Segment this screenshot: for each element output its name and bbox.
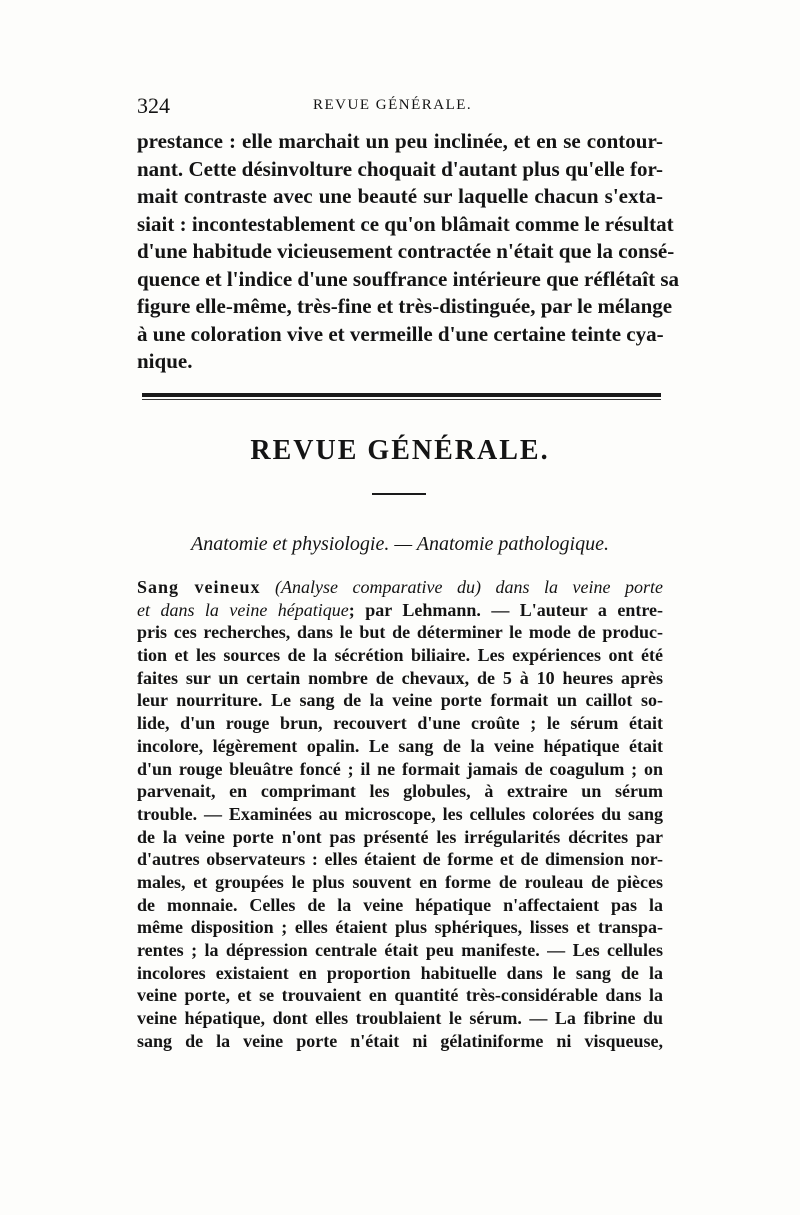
article-second-line [137, 599, 663, 622]
section-divider-thin [142, 399, 661, 400]
text-line: d'autres observateurs : elles étaient de forme et de dimension nor- [137, 849, 663, 870]
text-line: nique. [137, 349, 193, 373]
section-subtitle: Anatomie et physiologie. — Anatomie pathologique. [191, 533, 609, 555]
article-first-line [137, 576, 663, 599]
text-line: faites sur un certain nombre de chevaux, de 5 à 10 heures après [137, 667, 663, 688]
title-underline [372, 493, 426, 495]
text-line: lide, d'un rouge brun, recouvert d'une croûte ; le sérum était [137, 713, 663, 734]
article-author: ; par Lehmann. — L'auteur a entre- [348, 599, 663, 620]
page-number: 324 [137, 93, 170, 118]
text-line: leur nourriture. Le sang de la veine porte formait un caillot so- [137, 690, 663, 711]
text-line: siait : incontestablement ce qu'on blâmait comme le résultat [137, 211, 674, 236]
text-line: d'un rouge bleuâtre foncé ; il ne formait jamais de coagulum ; on [137, 758, 663, 779]
text-line: d'une habitude vicieusement contractée n'était que la consé- [137, 239, 675, 263]
text-line: incolore, légèrement opalin. Le sang de la veine hépatique était [137, 735, 663, 756]
text-line: veine porte, et se trouvaient en quantité très-considérable dans la [137, 985, 663, 1006]
article-title-italic-cont: et dans la veine hépatique [137, 599, 349, 620]
running-title: REVUE GÉNÉRALE. [313, 97, 473, 113]
text-line: quence et l'indice d'une souffrance intérieure que réflétaît sa [137, 266, 680, 291]
text-line: prestance : elle marchait un peu inclinée, et en se contour- [137, 129, 663, 153]
article-lead-word: Sang veineux [137, 577, 261, 597]
text-line: rentes ; la dépression centrale était peu manifeste. — Les cellules [137, 940, 663, 960]
article-title-italic: (Analyse comparative du) dans la veine porte [275, 577, 663, 597]
text-line: nant. Cette désinvolture choquait d'autant plus qu'elle for- [137, 156, 663, 181]
text-line: mait contraste avec une beauté sur laquelle chacun s'exta- [137, 184, 663, 208]
text-line: pris ces recherches, dans le but de déterminer le mode de produc- [137, 622, 663, 643]
text-line: de monnaie. Celles de la veine hépatique n'affectaient pas la [137, 894, 663, 915]
section-divider-thick [142, 393, 661, 397]
text-line: sang de la veine porte n'était ni gélatiniforme ni visqueuse, [137, 1030, 663, 1051]
text-line: males, et groupées le plus souvent en forme de rouleau de pièces [137, 871, 663, 892]
text-line: figure elle-même, très-fine et très-distinguée, par le mélange [137, 294, 673, 318]
intro-paragraph [137, 128, 680, 376]
text-line: parvenait, en comprimant les globules, à extraire un sérum [137, 781, 663, 802]
text-line: tion et les sources de la sécrétion biliaire. Les expériences ont été [137, 645, 663, 666]
text-line: même disposition ; elles étaient plus sphériques, lisses et transpa- [137, 917, 663, 938]
text-line: de la veine porte n'ont pas présenté les irrégularités décrites par [137, 826, 663, 847]
text-line: à une coloration vive et vermeille d'une certaine teinte cya- [137, 321, 664, 346]
article-body [137, 576, 663, 1052]
text-line: trouble. — Examinées au microscope, les cellules colorées du sang [137, 803, 663, 824]
text-line: incolores existaient en proportion habituelle dans le sang de la [137, 962, 663, 983]
section-title: REVUE GÉNÉRALE. [250, 435, 550, 466]
text-line: veine hépatique, dont elles troublaient le sérum. — La fibrine du [137, 1008, 663, 1029]
